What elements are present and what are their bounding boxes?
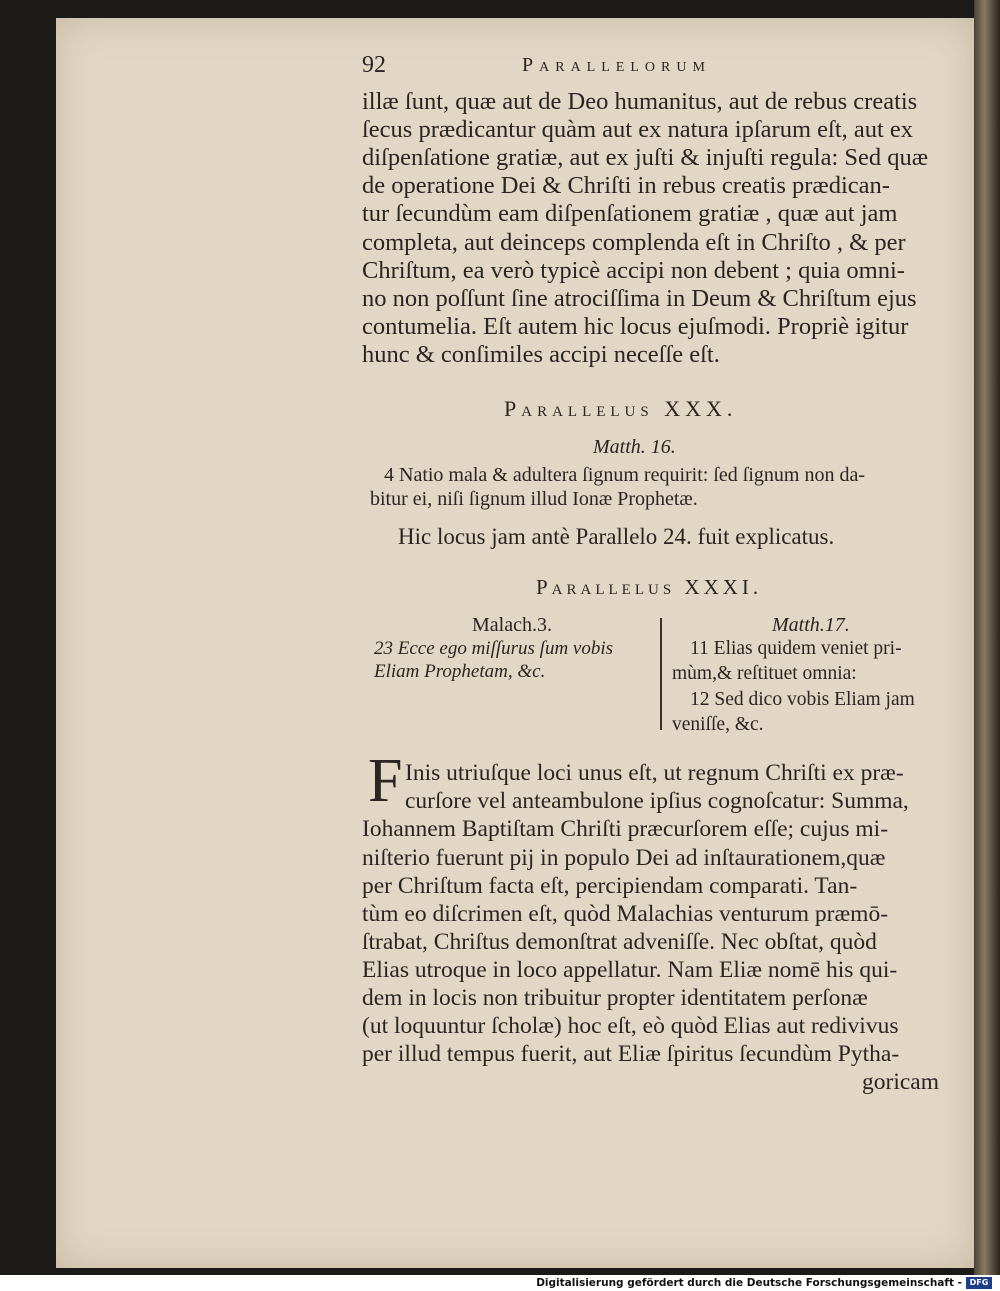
- text-line: contumelia. Eſt autem hic locus ejuſmodi. Propriè igitur: [362, 313, 909, 340]
- catchword: goricam: [862, 1069, 939, 1095]
- explanatory-note: Hic locus jam antè Parallelo 24. fuit explicatus.: [398, 524, 835, 549]
- text-line: curſore vel anteambulone ipſius cognoſcatur: Summa,: [405, 788, 909, 814]
- text-line: (ut loquuntur ſcholæ) hoc eſt, eò quòd Elias aut redivivus: [362, 1013, 899, 1039]
- text-line: completa, aut deinceps complenda eſt in Chriſto , & per: [362, 229, 906, 256]
- text-line: Inis utriuſque loci unus eſt, ut regnum Chriſti ex præ-: [405, 760, 904, 786]
- scripture-reference-left: Malach.3.: [472, 614, 552, 636]
- text-line: Chriſtum, ea verò typicè accipi non debent ; quia omni-: [362, 257, 905, 284]
- verse-line: 4 Natio mala & adultera ſignum requirit: ſed ſignum non da-: [384, 464, 865, 486]
- section-heading: Parallelus XXXI.: [536, 575, 763, 599]
- verse-line-right: mùm,& reſtituet omnia:: [672, 663, 857, 684]
- text-line: per Chriſtum facta eſt, percipiendam comparati. Tan-: [362, 873, 858, 899]
- text-line: ſtrabat, Chriſtus demonſtrat adveniſſe. Nec obſtat, quòd: [362, 929, 877, 955]
- verse-line-right: 12 Sed dico vobis Eliam jam: [690, 689, 915, 710]
- book-edge: [974, 0, 1000, 1275]
- running-head: Parallelorum: [522, 54, 711, 76]
- text-line: de operatione Dei & Chriſti in rebus creatis prædican-: [362, 172, 890, 199]
- text-line: tur ſecundùm eam diſpenſationem gratiæ , quæ aut jam: [362, 200, 898, 227]
- section-heading: Parallelus XXX.: [504, 396, 738, 421]
- text-line: diſpenſatione gratiæ, aut ex juſti & injuſti regula: Sed quæ: [362, 144, 929, 171]
- text-line: niſterio fuerunt pij in populo Dei ad inſtaurationem,quæ: [362, 845, 886, 871]
- text-line: illæ ſunt, quæ aut de Deo humanitus, aut de rebus creatis: [362, 88, 918, 115]
- page-number: 92: [362, 52, 386, 78]
- text-line: Iohannem Baptiſtam Chriſti præcurſorem eſſe; cujus mi-: [362, 816, 889, 842]
- scripture-reference: Matth. 16.: [593, 436, 676, 458]
- text-line: tùm eo diſcrimen eſt, quòd Malachias venturum præmō-: [362, 901, 889, 927]
- text-line: hunc & conſimiles accipi neceſſe eſt.: [362, 341, 720, 368]
- text-line: ſecus prædicantur quàm aut ex natura ipſarum eſt, aut ex: [362, 116, 914, 143]
- verse-line-left: 23 Ecce ego miſſurus ſum vobis: [374, 638, 614, 659]
- text-line: no non poſſunt ſine atrociſſima in Deum & Chriſtum ejus: [362, 285, 917, 312]
- text-line: per illud tempus fuerit, aut Eliæ ſpiritus ſecundùm Pytha-: [362, 1041, 900, 1067]
- digitization-credit: Digitalisierung gefördert durch die Deutsche Forschungsgemeinschaft -: [536, 1277, 962, 1289]
- text-line: Elias utroque in loco appellatur. Nam Eliæ nomē his qui-: [362, 957, 898, 983]
- text-line: dem in locis non tribuitur propter identitatem perſonæ: [362, 985, 868, 1011]
- verse-line: bitur ei, niſi ſignum illud Ionæ Prophetæ.: [370, 488, 698, 510]
- dfg-logo: DFG: [966, 1277, 992, 1289]
- drop-cap: F: [368, 747, 403, 815]
- column-divider: [660, 618, 662, 730]
- verse-line-right: veniſſe, &c.: [672, 714, 764, 735]
- verse-line-left: Eliam Prophetam, &c.: [374, 661, 546, 682]
- scripture-reference-right: Matth.17.: [772, 614, 850, 636]
- verse-line-right: 11 Elias quidem veniet pri-: [690, 638, 902, 659]
